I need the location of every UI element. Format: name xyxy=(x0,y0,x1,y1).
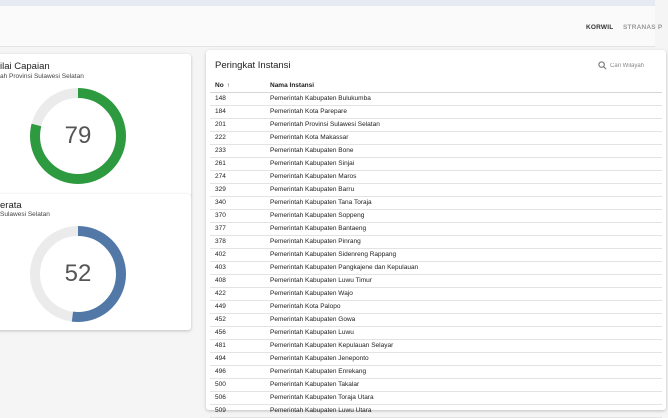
row-no: 233 xyxy=(215,147,226,154)
search-input[interactable] xyxy=(610,60,668,72)
row-no: 452 xyxy=(215,316,226,323)
nilai-capaian-subtitle: ah Provinsi Sulawesi Selatan xyxy=(0,73,84,80)
peringkat-instansi-card xyxy=(206,50,666,414)
row-nama-instansi: Pemerintah Kota Palopo xyxy=(270,303,341,310)
peringkat-title: Peringkat Instansi xyxy=(215,60,291,71)
table-row[interactable] xyxy=(210,288,662,301)
nilai-capaian-value: 79 xyxy=(64,122,92,149)
table-row[interactable] xyxy=(210,210,662,223)
table-body xyxy=(210,93,662,418)
table-row[interactable] xyxy=(210,249,662,262)
nilai-capaian-card xyxy=(0,54,191,197)
row-no: 148 xyxy=(215,95,226,102)
table-row[interactable] xyxy=(210,197,662,210)
nilai-capaian-title: ilai Capaian xyxy=(0,61,50,72)
row-no: 261 xyxy=(215,160,226,167)
table-row[interactable] xyxy=(210,132,662,145)
row-nama-instansi: Pemerintah Kabupaten Pinrang xyxy=(270,238,361,245)
row-nama-instansi: Pemerintah Kabupaten Barru xyxy=(270,186,355,193)
row-no: 449 xyxy=(215,303,226,310)
table-row[interactable] xyxy=(210,392,662,405)
table-row[interactable] xyxy=(210,106,662,119)
row-no: 222 xyxy=(215,134,226,141)
rerata-value: 52 xyxy=(64,260,92,287)
row-no: 201 xyxy=(215,121,226,128)
row-nama-instansi: Pemerintah Kota Parepare xyxy=(270,108,347,115)
row-no: 506 xyxy=(215,394,226,401)
row-nama-instansi: Pemerintah Kabupaten Luwu xyxy=(270,329,354,336)
table-row[interactable] xyxy=(210,262,662,275)
row-nama-instansi: Pemerintah Kabupaten Bone xyxy=(270,147,354,154)
table-row[interactable] xyxy=(210,405,662,418)
row-nama-instansi: Pemerintah Kabupaten Luwu Utara xyxy=(270,407,372,414)
table-row[interactable] xyxy=(210,145,662,158)
nilai-capaian-gauge xyxy=(28,86,128,186)
nav-stranas[interactable]: STRANAS P xyxy=(623,24,663,31)
row-nama-instansi: Pemerintah Kabupaten Soppeng xyxy=(270,212,365,219)
table-row[interactable] xyxy=(210,223,662,236)
table-row[interactable] xyxy=(210,366,662,379)
row-nama-instansi: Pemerintah Kabupaten Maros xyxy=(270,173,357,180)
row-nama-instansi: Pemerintah Kabupaten Sidenreng Rappang xyxy=(270,251,397,258)
table-row[interactable] xyxy=(210,275,662,288)
row-no: 370 xyxy=(215,212,226,219)
table-row[interactable] xyxy=(210,353,662,366)
row-nama-instansi: Pemerintah Kabupaten Toraja Utara xyxy=(270,394,374,401)
row-nama-instansi: Pemerintah Kabupaten Pangkajene dan Kepulauan xyxy=(270,264,419,271)
row-no: 378 xyxy=(215,238,226,245)
search-icon xyxy=(598,61,607,70)
table-row[interactable] xyxy=(210,379,662,392)
app-header xyxy=(0,6,663,47)
row-nama-instansi: Pemerintah Kabupaten Tana Toraja xyxy=(270,199,372,206)
row-nama-instansi: Pemerintah Kabupaten Enrekang xyxy=(270,368,367,375)
row-no: 456 xyxy=(215,329,226,336)
nav-korwil[interactable]: KORWIL xyxy=(586,24,614,31)
row-nama-instansi: Pemerintah Kabupaten Wajo xyxy=(270,290,353,297)
row-no: 274 xyxy=(215,173,226,180)
col-no-header[interactable] xyxy=(215,82,230,89)
ranking-table xyxy=(210,80,662,418)
row-nama-instansi: Pemerintah Kabupaten Kepulauan Selayar xyxy=(270,342,394,349)
row-nama-instansi: Pemerintah Kabupaten Sinjai xyxy=(270,160,355,167)
table-row[interactable] xyxy=(210,184,662,197)
table-row[interactable] xyxy=(210,327,662,340)
table-row[interactable] xyxy=(210,158,662,171)
table-row[interactable] xyxy=(210,93,662,106)
row-no: 481 xyxy=(215,342,226,349)
col-no-label: No xyxy=(215,82,224,89)
row-no: 496 xyxy=(215,368,226,375)
rerata-subtitle: Sulawesi Selatan xyxy=(0,211,50,218)
col-nama-header[interactable]: Nama Instansi xyxy=(270,82,315,89)
table-header xyxy=(210,80,662,93)
row-nama-instansi: Pemerintah Kota Makassar xyxy=(270,134,349,141)
row-no: 340 xyxy=(215,199,226,206)
row-nama-instansi: Pemerintah Kabupaten Bantaeng xyxy=(270,225,367,232)
row-no: 184 xyxy=(215,108,226,115)
row-no: 377 xyxy=(215,225,226,232)
row-nama-instansi: Pemerintah Kabupaten Takalar xyxy=(270,381,360,388)
row-no: 329 xyxy=(215,186,226,193)
table-row[interactable] xyxy=(210,301,662,314)
row-nama-instansi: Pemerintah Kabupaten Bulukumba xyxy=(270,95,371,102)
row-no: 500 xyxy=(215,381,226,388)
table-row[interactable] xyxy=(210,340,662,353)
row-no: 408 xyxy=(215,277,226,284)
row-nama-instansi: Pemerintah Kabupaten Gowa xyxy=(270,316,356,323)
row-no: 509 xyxy=(215,407,226,414)
row-nama-instansi: Pemerintah Kabupaten Jeneponto xyxy=(270,355,369,362)
table-row[interactable] xyxy=(210,236,662,249)
row-nama-instansi: Pemerintah Provinsi Sulawesi Selatan xyxy=(270,121,380,128)
table-row[interactable] xyxy=(210,314,662,327)
rerata-title: erata xyxy=(0,200,22,211)
table-row[interactable] xyxy=(210,171,662,184)
row-no: 422 xyxy=(215,290,226,297)
search-box[interactable] xyxy=(598,58,668,74)
row-no: 403 xyxy=(215,264,226,271)
rerata-card xyxy=(0,194,191,330)
sort-arrow-up-icon[interactable]: ↑ xyxy=(226,82,230,89)
row-nama-instansi: Pemerintah Kabupaten Luwu Timur xyxy=(270,277,372,284)
table-row[interactable] xyxy=(210,119,662,132)
row-no: 402 xyxy=(215,251,226,258)
row-no: 494 xyxy=(215,355,226,362)
rerata-gauge xyxy=(28,224,128,324)
